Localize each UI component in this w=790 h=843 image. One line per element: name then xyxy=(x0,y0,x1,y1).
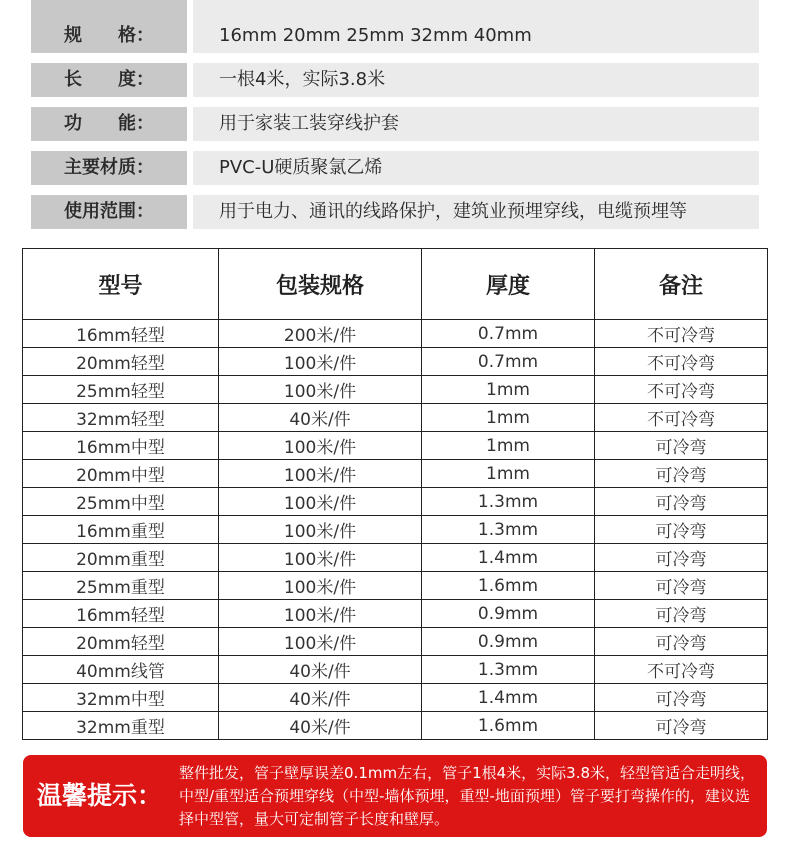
cell-thickness: 1.6mm xyxy=(422,712,595,740)
cell-model: 32mm中型 xyxy=(23,684,219,712)
cell-package: 100米/件 xyxy=(219,572,422,600)
cell-package: 100米/件 xyxy=(219,348,422,376)
spec-row-usage xyxy=(31,195,759,229)
cell-note: 可冷弯 xyxy=(595,488,768,516)
cell-note: 可冷弯 xyxy=(595,432,768,460)
cell-note: 可冷弯 xyxy=(595,684,768,712)
spec-row-length xyxy=(31,63,759,97)
tip-text: 整件批发，管子壁厚误差0.1mm左右，管子1根4米，实际3.8米，轻型管适合走明线，中型/重型适合预埋穿线（中型-墙体预埋，重型-地面预埋）管子要打弯操作的，建议选择中型管，量大可定制管子长度和壁厚。 xyxy=(179,764,756,828)
spec-value: 用于电力、通讯的线路保护，建筑业预埋穿线，电缆预埋等 xyxy=(193,195,759,229)
tip-banner xyxy=(23,755,767,837)
cell-thickness: 0.7mm xyxy=(422,320,595,348)
table-row xyxy=(23,432,768,460)
tip-title: 温馨提示： xyxy=(37,781,163,810)
cell-thickness: 1mm xyxy=(422,404,595,432)
cell-model: 25mm重型 xyxy=(23,572,219,600)
cell-model: 25mm中型 xyxy=(23,488,219,516)
table-row xyxy=(23,320,768,348)
table-row xyxy=(23,628,768,656)
table-row xyxy=(23,684,768,712)
table-row xyxy=(23,544,768,572)
header-note: 备注 xyxy=(595,249,768,320)
cell-note: 可冷弯 xyxy=(595,600,768,628)
cell-model: 16mm轻型 xyxy=(23,320,219,348)
cell-thickness: 1.4mm xyxy=(422,684,595,712)
cell-model: 20mm轻型 xyxy=(23,348,219,376)
spec-row-function xyxy=(31,107,759,141)
spec-value: 一根4米，实际3.8米 xyxy=(193,63,759,97)
table-row xyxy=(23,572,768,600)
table-row xyxy=(23,712,768,740)
header-model: 型号 xyxy=(23,249,219,320)
cell-package: 100米/件 xyxy=(219,516,422,544)
table-row xyxy=(23,516,768,544)
cell-model: 25mm轻型 xyxy=(23,376,219,404)
table-row xyxy=(23,600,768,628)
spec-label: 主要材质： xyxy=(31,151,187,185)
cell-package: 100米/件 xyxy=(219,432,422,460)
table-row xyxy=(23,460,768,488)
cell-model: 20mm中型 xyxy=(23,460,219,488)
cell-note: 不可冷弯 xyxy=(595,404,768,432)
cell-thickness: 0.9mm xyxy=(422,600,595,628)
spec-label: 规 格： xyxy=(31,19,187,53)
cell-package: 100米/件 xyxy=(219,488,422,516)
header-thickness: 厚度 xyxy=(422,249,595,320)
spec-label: 使用范围： xyxy=(31,195,187,229)
cell-note: 可冷弯 xyxy=(595,516,768,544)
table-row xyxy=(23,488,768,516)
cell-model: 16mm中型 xyxy=(23,432,219,460)
cell-note: 可冷弯 xyxy=(595,544,768,572)
cell-package: 40米/件 xyxy=(219,684,422,712)
table-row xyxy=(23,656,768,684)
cell-thickness: 1mm xyxy=(422,432,595,460)
cell-package: 100米/件 xyxy=(219,544,422,572)
table-body xyxy=(23,320,768,740)
cell-thickness: 1.3mm xyxy=(422,656,595,684)
cell-package: 100米/件 xyxy=(219,628,422,656)
cell-model: 40mm线管 xyxy=(23,656,219,684)
table-header-row xyxy=(23,249,768,320)
cell-package: 40米/件 xyxy=(219,656,422,684)
cell-package: 200米/件 xyxy=(219,320,422,348)
cell-note: 不可冷弯 xyxy=(595,348,768,376)
cell-thickness: 1mm xyxy=(422,460,595,488)
cell-model: 16mm重型 xyxy=(23,516,219,544)
cell-thickness: 1.4mm xyxy=(422,544,595,572)
cell-note: 可冷弯 xyxy=(595,460,768,488)
cell-note: 可冷弯 xyxy=(595,712,768,740)
cell-note: 可冷弯 xyxy=(595,572,768,600)
cell-package: 100米/件 xyxy=(219,600,422,628)
cell-thickness: 0.9mm xyxy=(422,628,595,656)
cell-package: 40米/件 xyxy=(219,712,422,740)
spec-row-material xyxy=(31,151,759,185)
cell-model: 20mm重型 xyxy=(23,544,219,572)
cell-model: 32mm重型 xyxy=(23,712,219,740)
cell-note: 不可冷弯 xyxy=(595,376,768,404)
cell-package: 40米/件 xyxy=(219,404,422,432)
table-row xyxy=(23,404,768,432)
table-row xyxy=(23,376,768,404)
spec-label: 功 能： xyxy=(31,107,187,141)
cell-package: 100米/件 xyxy=(219,460,422,488)
cell-thickness: 1mm xyxy=(422,376,595,404)
cell-thickness: 0.7mm xyxy=(422,348,595,376)
cell-model: 16mm轻型 xyxy=(23,600,219,628)
table-row xyxy=(23,348,768,376)
header-package: 包装规格 xyxy=(219,249,422,320)
cell-note: 不可冷弯 xyxy=(595,320,768,348)
cell-note: 可冷弯 xyxy=(595,628,768,656)
product-table xyxy=(22,248,768,740)
cell-thickness: 1.3mm xyxy=(422,488,595,516)
cell-thickness: 1.6mm xyxy=(422,572,595,600)
spec-row-size xyxy=(31,19,759,53)
spec-value: 16mm 20mm 25mm 32mm 40mm xyxy=(193,19,759,53)
spec-label: 长 度： xyxy=(31,63,187,97)
spec-value: PVC-U硬质聚氯乙烯 xyxy=(193,151,759,185)
cell-package: 100米/件 xyxy=(219,376,422,404)
cell-model: 20mm轻型 xyxy=(23,628,219,656)
cell-model: 32mm轻型 xyxy=(23,404,219,432)
spec-value: 用于家装工装穿线护套 xyxy=(193,107,759,141)
cell-note: 不可冷弯 xyxy=(595,656,768,684)
cell-thickness: 1.3mm xyxy=(422,516,595,544)
